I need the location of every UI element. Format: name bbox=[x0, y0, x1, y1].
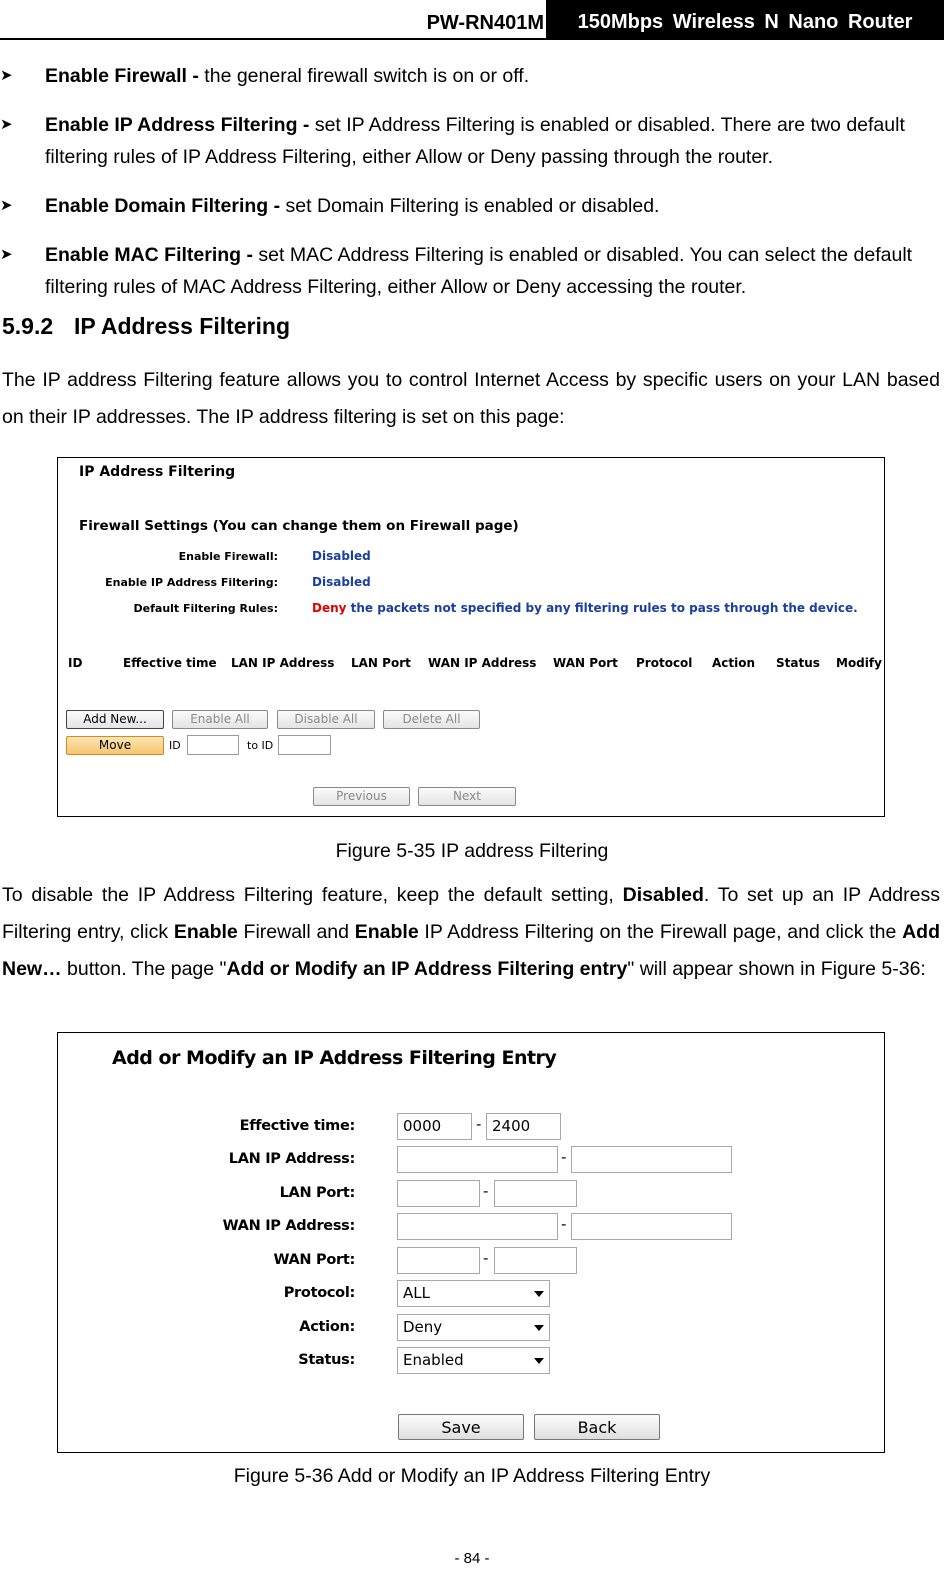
protocol-value: ALL bbox=[403, 1284, 430, 1302]
para-bold: Disabled bbox=[622, 884, 704, 906]
rule-text: the packets not specified by any filtering rules to pass through the device. bbox=[346, 601, 858, 615]
delete-all-button[interactable]: Delete All bbox=[383, 710, 480, 729]
col-action: Action bbox=[712, 656, 756, 670]
bullet-arrow-icon: ➤ bbox=[0, 246, 13, 263]
bullet-arrow-icon: ➤ bbox=[0, 116, 13, 133]
bullet-term: Enable Domain Filtering - bbox=[45, 195, 281, 217]
default-rules-value bbox=[312, 601, 858, 615]
col-wan-port: WAN Port bbox=[553, 656, 618, 670]
default-rules-label: Default Filtering Rules: bbox=[133, 602, 278, 615]
para-text: To disable the IP Address Filtering feature, keep the default setting, bbox=[2, 884, 623, 906]
col-id: ID bbox=[68, 656, 83, 670]
intro-paragraph: The IP address Filtering feature allows you to control Internet Access by specific users on your LAN based on their IP addresses. The IP address filtering is set on this page: bbox=[2, 369, 940, 428]
effective-time-label: Effective time: bbox=[239, 1118, 355, 1134]
wan-port-end-input[interactable] bbox=[494, 1247, 577, 1274]
rule-deny-word: Deny bbox=[312, 601, 347, 615]
header-model: PW-RN401M bbox=[426, 12, 544, 34]
para-text: . To set up an IP Address Filtering entry, click bbox=[2, 884, 940, 943]
action-value: Deny bbox=[403, 1318, 443, 1336]
bullet-enable-firewall bbox=[0, 60, 940, 92]
move-button[interactable]: Move bbox=[66, 736, 164, 755]
previous-button[interactable]: Previous bbox=[313, 787, 410, 806]
chevron-down-icon bbox=[534, 1291, 544, 1297]
lan-port-start-input[interactable] bbox=[397, 1180, 480, 1207]
dash: - bbox=[476, 1115, 482, 1133]
lan-port-end-input[interactable] bbox=[494, 1180, 577, 1207]
bullet-term: Enable IP Address Filtering - bbox=[45, 114, 310, 136]
add-new-button[interactable]: Add New... bbox=[66, 710, 164, 729]
enable-all-button[interactable]: Enable All bbox=[172, 710, 268, 729]
status-select[interactable] bbox=[397, 1347, 550, 1374]
col-modify: Modify bbox=[836, 656, 882, 670]
bullet-enable-mac-filtering bbox=[0, 239, 940, 303]
add-modify-title: Add or Modify an IP Address Filtering Entry bbox=[112, 1047, 557, 1069]
ip-filtering-screenshot bbox=[57, 457, 885, 817]
para-text: button. The page " bbox=[61, 958, 227, 980]
effective-time-start-input[interactable]: 0000 bbox=[397, 1113, 472, 1140]
chevron-down-icon bbox=[534, 1358, 544, 1364]
wan-ip-end-input[interactable] bbox=[571, 1213, 732, 1240]
status-label: Status: bbox=[298, 1352, 355, 1368]
move-to-id-label: to ID bbox=[247, 739, 274, 752]
section-number: 5.9.2 bbox=[2, 313, 54, 339]
next-button[interactable]: Next bbox=[418, 787, 516, 806]
lan-port-label: LAN Port: bbox=[279, 1185, 355, 1201]
para-text: IP Address Filtering on the Firewall page, and click the bbox=[418, 921, 903, 943]
firewall-settings-heading: Firewall Settings (You can change them on Firewall page) bbox=[79, 518, 519, 534]
bullet-term: Enable Firewall - bbox=[45, 65, 199, 87]
col-protocol: Protocol bbox=[636, 656, 693, 670]
dash: - bbox=[483, 1182, 489, 1200]
bullet-enable-ip-filtering bbox=[0, 109, 940, 173]
enable-firewall-label: Enable Firewall: bbox=[178, 550, 278, 563]
para-bold: Add New… bbox=[2, 921, 940, 980]
bullet-arrow-icon: ➤ bbox=[0, 67, 13, 84]
instructions-paragraph bbox=[2, 877, 940, 988]
wan-port-start-input[interactable] bbox=[397, 1247, 480, 1274]
section-heading bbox=[2, 313, 290, 340]
enable-ip-filtering-label: Enable IP Address Filtering: bbox=[105, 576, 278, 589]
bullet-term: Enable MAC Filtering - bbox=[45, 244, 254, 266]
move-from-id-input[interactable] bbox=[187, 735, 239, 755]
wan-ip-start-input[interactable] bbox=[397, 1213, 558, 1240]
lan-ip-label: LAN IP Address: bbox=[228, 1151, 355, 1167]
lan-ip-end-input[interactable] bbox=[571, 1146, 732, 1173]
save-button[interactable]: Save bbox=[398, 1414, 524, 1440]
wan-ip-label: WAN IP Address: bbox=[222, 1218, 355, 1234]
section-title: IP Address Filtering bbox=[74, 313, 290, 339]
bullet-text: set MAC Address Filtering is enabled or disabled. You can select the default filtering rules of MAC Address Filtering, either Allow or Deny accessing the router. bbox=[45, 244, 913, 298]
effective-time-end-input[interactable]: 2400 bbox=[486, 1113, 561, 1140]
enable-firewall-value: Disabled bbox=[312, 549, 371, 563]
col-effective-time: Effective time bbox=[123, 656, 217, 670]
para-bold: Add or Modify an IP Address Filtering entry bbox=[226, 958, 628, 980]
figure1-caption: Figure 5-35 IP address Filtering bbox=[335, 840, 609, 862]
col-wan-ip: WAN IP Address bbox=[428, 656, 537, 670]
bullet-arrow-icon: ➤ bbox=[0, 197, 13, 214]
para-text: Firewall and bbox=[237, 921, 355, 943]
status-value: Enabled bbox=[403, 1351, 464, 1369]
wan-port-label: WAN Port: bbox=[273, 1252, 355, 1268]
bullet-text: set IP Address Filtering is enabled or disabled. There are two default filtering rules of IP Address Filtering, either Allow or Deny passing through the router. bbox=[45, 114, 905, 168]
disable-all-button[interactable]: Disable All bbox=[277, 710, 375, 729]
add-modify-screenshot bbox=[57, 1032, 885, 1453]
header-product: 150Mbps Wireless N Nano Router bbox=[546, 0, 944, 40]
enable-ip-filtering-value: Disabled bbox=[312, 575, 371, 589]
para-bold: Enable bbox=[173, 921, 238, 943]
dash: - bbox=[483, 1249, 489, 1267]
lan-ip-start-input[interactable] bbox=[397, 1146, 558, 1173]
move-to-id-input[interactable] bbox=[278, 735, 331, 755]
col-status: Status bbox=[776, 656, 820, 670]
para-text: " will appear shown in Figure 5-36: bbox=[627, 958, 926, 980]
bullet-text: the general firewall switch is on or off. bbox=[198, 65, 530, 87]
dash: - bbox=[561, 1148, 567, 1166]
dash: - bbox=[561, 1215, 567, 1233]
ip-filtering-title: IP Address Filtering bbox=[79, 464, 236, 480]
page-number: - 84 - bbox=[454, 1550, 490, 1567]
figure2-caption: Figure 5-36 Add or Modify an IP Address Filtering Entry bbox=[233, 1465, 711, 1487]
move-id-label: ID bbox=[169, 739, 181, 752]
bullet-text: set Domain Filtering is enabled or disabled. bbox=[280, 195, 660, 217]
col-lan-ip: LAN IP Address bbox=[231, 656, 335, 670]
chevron-down-icon bbox=[534, 1325, 544, 1331]
header-rule bbox=[0, 38, 944, 40]
para-bold: Enable bbox=[354, 921, 419, 943]
protocol-select[interactable] bbox=[397, 1280, 550, 1307]
action-label: Action: bbox=[299, 1319, 355, 1335]
action-select[interactable] bbox=[397, 1314, 550, 1341]
page-header bbox=[0, 0, 944, 40]
protocol-label: Protocol: bbox=[283, 1285, 355, 1301]
bullet-enable-domain-filtering bbox=[0, 190, 940, 222]
col-lan-port: LAN Port bbox=[351, 656, 411, 670]
back-button[interactable]: Back bbox=[534, 1414, 660, 1440]
